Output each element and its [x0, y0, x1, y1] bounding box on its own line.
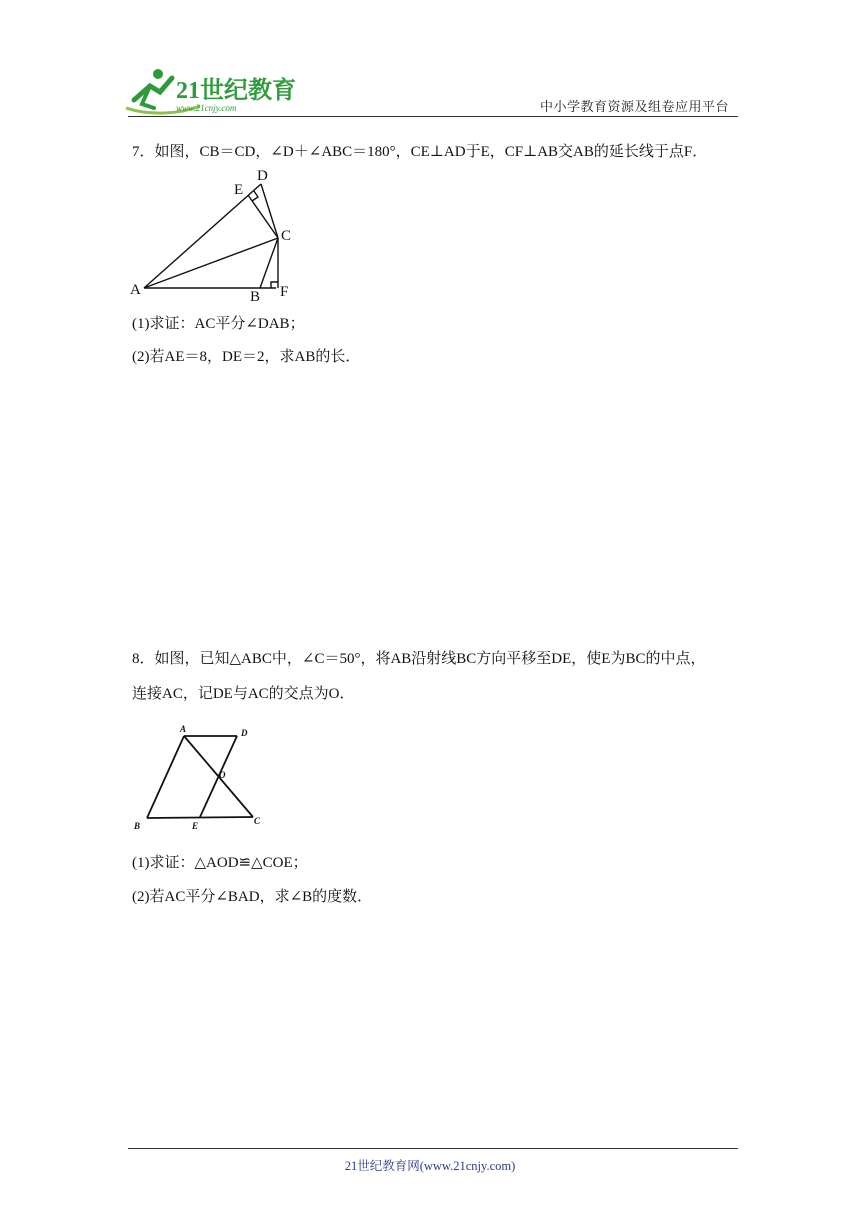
q7-part2: (2)若AE＝8，DE＝2，求AB的长． — [132, 349, 361, 365]
q7-stem: 7．如图，CB＝CD，∠D＋∠ABC＝180°，CE⊥AD于E，CF⊥AB交AB的延长线于点F． — [132, 144, 708, 160]
q8-part2: (2)若AC平分∠BAD，求∠B的度数． — [132, 889, 373, 905]
logo-text: 21世纪教育 — [176, 78, 296, 104]
q8-figure — [128, 720, 278, 832]
q7-point-B: B — [250, 289, 261, 304]
platform-title: 中小学教育资源及组卷应用平台 — [540, 100, 730, 115]
q7-part1: (1)求证：AC平分∠DAB； — [132, 316, 305, 332]
q8-point-A: A — [180, 724, 187, 734]
runner-logo-icon — [120, 64, 300, 116]
q8-stem-line2: 连接AC，记DE与AC的交点为O． — [132, 686, 355, 702]
q8-point-E: E — [192, 821, 199, 831]
q8-point-B: B — [134, 821, 141, 831]
q7-point-C: C — [281, 228, 292, 244]
footer-text: 21世纪教育网(www.21cnjy.com) — [344, 1159, 516, 1173]
logo — [120, 64, 300, 116]
q7-point-F: F — [280, 284, 289, 300]
logo-url: www.21cnjy.com — [176, 103, 237, 113]
q7-figure — [126, 164, 306, 304]
q7-point-A: A — [130, 282, 141, 298]
q8-point-D: D — [241, 728, 248, 738]
q8-part1: (1)求证：△AOD≌△COE； — [132, 855, 308, 871]
q8-point-O: O — [219, 770, 226, 780]
q8-point-C: C — [254, 816, 261, 826]
q7-point-E: E — [234, 182, 244, 198]
q7-point-D: D — [257, 168, 268, 184]
header-divider — [128, 116, 738, 117]
q8-stem-line1: 8．如图，已知△ABC中，∠C＝50°，将AB沿射线BC方向平移至DE，使E为BC的中点， — [132, 651, 706, 667]
footer-divider — [128, 1148, 738, 1149]
